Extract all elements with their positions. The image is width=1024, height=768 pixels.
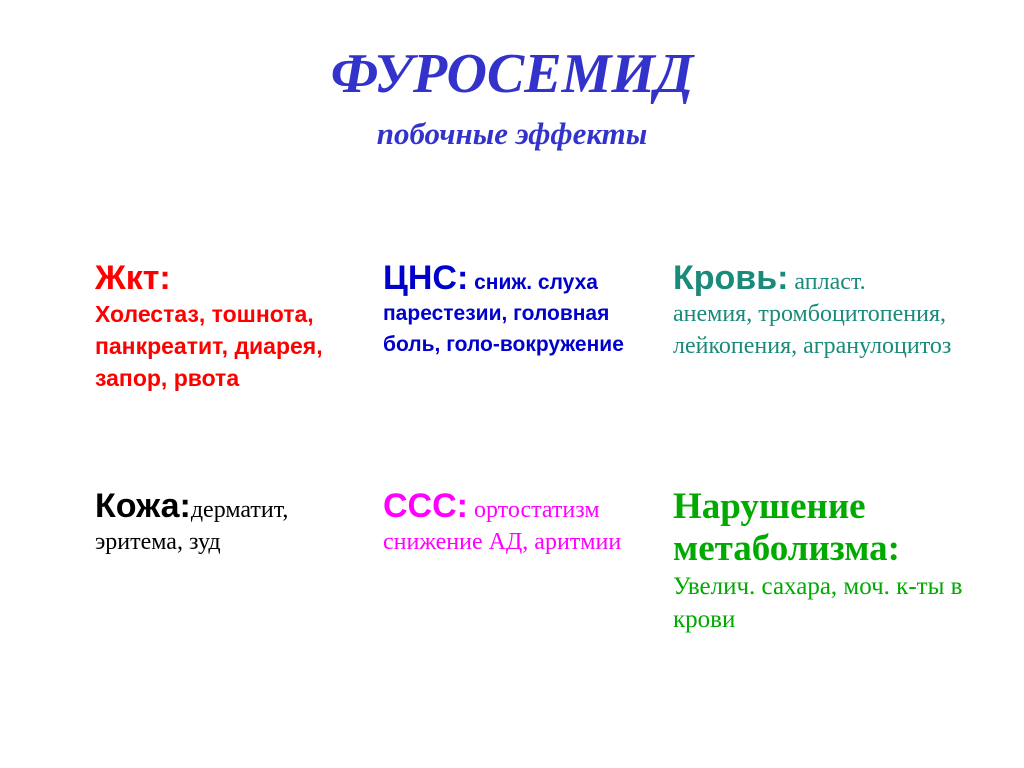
slide-title: ФУРОСЕМИД xyxy=(330,43,694,105)
cns-heading: ЦНС: xyxy=(383,259,469,297)
skin-effects-block xyxy=(95,486,370,558)
gi-text: Холестаз, тошнота, панкреатит, диарея, запор, рвота xyxy=(95,301,323,391)
cns-inline-text: сниж. слуха xyxy=(468,271,598,294)
cns-text: парестезии, головная боль, голо-вокружение xyxy=(383,302,624,356)
cvs-inline-text: ортостатизм xyxy=(467,497,600,523)
blood-heading: Кровь: xyxy=(673,259,789,297)
slide-subtitle: побочные эффекты xyxy=(376,116,648,151)
blood-inline-text: апласт. xyxy=(788,269,866,295)
skin-text: эритема, зуд xyxy=(95,529,221,555)
gi-heading: Жкт: xyxy=(95,259,171,297)
cvs-effects-block xyxy=(383,486,658,558)
cns-effects-block xyxy=(383,258,658,360)
metabolism-effects-block xyxy=(673,486,973,636)
skin-heading: Кожа: xyxy=(95,487,191,525)
gi-effects-block xyxy=(95,258,370,394)
metabolism-heading: Нарушение метаболизма: xyxy=(673,486,900,569)
blood-text: анемия, тромбоцитопения, лейкопения, агранулоцитоз xyxy=(673,301,952,359)
skin-inline-text: дерматит, xyxy=(190,497,289,523)
cvs-text: снижение АД, аритмии xyxy=(383,529,622,555)
blood-effects-block xyxy=(673,258,963,362)
cvs-heading: ССС: xyxy=(383,487,468,525)
metabolism-text: Увелич. сахара, моч. к-ты в крови xyxy=(673,573,963,633)
